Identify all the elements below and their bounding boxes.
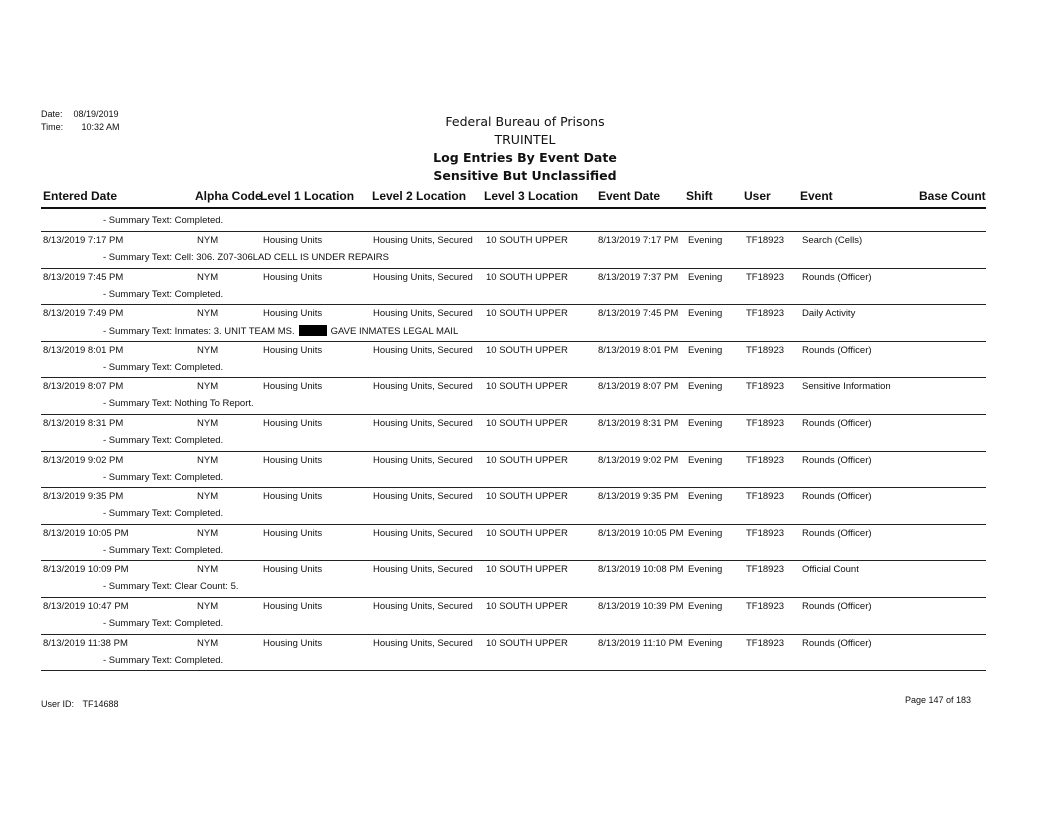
level-1-location-cell: Housing Units: [263, 271, 323, 283]
alpha-code-cell: NYM: [197, 271, 219, 283]
event-cell: Sensitive Information: [802, 381, 891, 393]
level-2-location-cell: Housing Units, Secured: [373, 527, 473, 539]
level-2-location-cell: Housing Units, Secured: [373, 308, 473, 320]
report-agency: Federal Bureau of Prisons: [445, 114, 605, 129]
report-time: [41, 121, 120, 134]
summary-text-body: - Summary Text: Completed.: [103, 544, 224, 556]
summary-text-body: - Summary Text: Inmates: 3. UNIT TEAM MS.: [103, 326, 295, 338]
level-1-location-cell: Housing Units: [263, 418, 323, 429]
row-divider: [41, 377, 986, 378]
header-alpha-code: Alpha Code: [195, 189, 262, 203]
event-cell: Rounds (Officer): [802, 271, 872, 283]
level-1-location-cell: Housing Units: [263, 381, 323, 393]
header-base-count: Base Count: [919, 189, 986, 203]
user-id-value: TF14688: [82, 699, 119, 709]
level-1-location-cell: Housing Units: [263, 601, 323, 612]
event-date-cell: 8/13/2019 8:01 PM: [598, 344, 679, 356]
entered-date-cell: 8/13/2019 8:01 PM: [43, 344, 124, 356]
level-2-location-cell: Housing Units, Secured: [373, 564, 473, 576]
level-3-location-cell: 10 SOUTH UPPER: [486, 271, 568, 283]
report-date: [41, 108, 119, 121]
summary-text-body: - Summary Text: Nothing To Report.: [103, 398, 254, 410]
event-date-cell: 8/13/2019 10:39 PM: [598, 601, 684, 612]
event-cell: Daily Activity: [802, 308, 856, 320]
summary-text-body: - Summary Text: Completed.: [103, 508, 224, 520]
row-divider: [41, 341, 986, 342]
level-2-location-cell: Housing Units, Secured: [373, 454, 473, 466]
summary-text: [103, 655, 223, 666]
header-level-1-location: Level 1 Location: [260, 189, 355, 203]
level-1-location-cell: Housing Units: [263, 637, 323, 649]
event-date-cell: 8/13/2019 9:02 PM: [598, 454, 679, 466]
event-date-cell: 8/13/2019 7:17 PM: [598, 235, 679, 246]
date-label: Date:: [41, 109, 63, 119]
summary-text: [103, 362, 223, 373]
level-2-location-cell: Housing Units, Secured: [373, 637, 473, 649]
entered-date-cell: 8/13/2019 7:49 PM: [43, 308, 124, 320]
row-divider: [41, 231, 986, 232]
shift-cell: Evening: [688, 381, 723, 393]
entered-date-cell: 8/13/2019 10:05 PM: [43, 527, 129, 539]
summary-text: [103, 508, 223, 519]
user-cell: TF18923: [746, 271, 785, 283]
level-2-location-cell: Housing Units, Secured: [373, 235, 473, 246]
row-divider: [41, 487, 986, 488]
shift-cell: Evening: [688, 637, 723, 649]
shift-cell: Evening: [688, 271, 723, 283]
level-3-location-cell: 10 SOUTH UPPER: [486, 564, 568, 576]
level-3-location-cell: 10 SOUTH UPPER: [486, 235, 568, 246]
event-cell: Rounds (Officer): [802, 637, 872, 649]
event-date-cell: 8/13/2019 7:45 PM: [598, 308, 679, 320]
event-cell: Rounds (Officer): [802, 527, 872, 539]
level-3-location-cell: 10 SOUTH UPPER: [486, 454, 568, 466]
level-2-location-cell: Housing Units, Secured: [373, 381, 473, 393]
header-level-2-location: Level 2 Location: [372, 189, 467, 203]
summary-text-body: - Summary Text: Completed.: [103, 435, 224, 446]
level-3-location-cell: 10 SOUTH UPPER: [486, 344, 568, 356]
alpha-code-cell: NYM: [197, 308, 219, 320]
summary-text: [103, 398, 254, 409]
summary-text-body: - Summary Text: Completed.: [103, 361, 224, 373]
report-classification: Sensitive But Unclassified: [433, 168, 617, 183]
alpha-code-cell: NYM: [197, 527, 219, 539]
event-date-cell: 8/13/2019 10:05 PM: [598, 527, 684, 539]
entered-date-cell: 8/13/2019 10:09 PM: [43, 564, 129, 576]
footer-user-id: [41, 699, 119, 709]
user-cell: TF18923: [746, 601, 785, 612]
time-label: Time:: [41, 122, 64, 132]
level-1-location-cell: Housing Units: [263, 308, 323, 320]
summary-text: - Summary Text: Completed.: [103, 215, 224, 226]
alpha-code-cell: NYM: [197, 601, 219, 612]
entered-date-cell: 8/13/2019 11:38 PM: [43, 637, 128, 649]
level-3-location-cell: 10 SOUTH UPPER: [486, 418, 568, 429]
level-2-location-cell: Housing Units, Secured: [373, 601, 473, 612]
summary-text: [103, 581, 239, 592]
event-date-cell: 8/13/2019 9:35 PM: [598, 491, 679, 503]
alpha-code-cell: NYM: [197, 564, 219, 576]
time-value: 10:32 AM: [81, 122, 120, 132]
level-1-location-cell: Housing Units: [263, 491, 323, 503]
summary-text-body: - Summary Text: Completed.: [103, 654, 224, 666]
level-1-location-cell: Housing Units: [263, 564, 323, 576]
entered-date-cell: 8/13/2019 8:31 PM: [43, 418, 124, 429]
level-3-location-cell: 10 SOUTH UPPER: [486, 381, 568, 393]
event-cell: Rounds (Officer): [802, 344, 872, 356]
level-3-location-cell: 10 SOUTH UPPER: [486, 308, 568, 320]
header-event: Event: [800, 189, 833, 203]
alpha-code-cell: NYM: [197, 637, 219, 649]
shift-cell: Evening: [688, 564, 723, 576]
entered-date-cell: 8/13/2019 10:47 PM: [43, 601, 129, 612]
level-2-location-cell: Housing Units, Secured: [373, 271, 473, 283]
level-2-location-cell: Housing Units, Secured: [373, 418, 473, 429]
alpha-code-cell: NYM: [197, 454, 219, 466]
shift-cell: Evening: [688, 491, 723, 503]
shift-cell: Evening: [688, 235, 723, 246]
event-date-cell: 8/13/2019 8:07 PM: [598, 381, 679, 393]
summary-text-body: - Summary Text: Clear Count: 5.: [103, 581, 239, 593]
event-cell: Rounds (Officer): [802, 454, 872, 466]
row-divider: [41, 670, 986, 671]
level-3-location-cell: 10 SOUTH UPPER: [486, 637, 568, 649]
summary-text: [103, 252, 389, 263]
redaction-block: [299, 325, 327, 336]
user-cell: TF18923: [746, 308, 785, 320]
entered-date-cell: 8/13/2019 9:35 PM: [43, 491, 124, 503]
level-1-location-cell: Housing Units: [263, 527, 323, 539]
alpha-code-cell: NYM: [197, 344, 219, 356]
user-cell: TF18923: [746, 564, 785, 576]
user-cell: TF18923: [746, 527, 785, 539]
row-divider: [41, 268, 986, 269]
event-date-cell: 8/13/2019 11:10 PM: [598, 637, 683, 649]
event-cell: Rounds (Officer): [802, 418, 872, 429]
event-cell: Rounds (Officer): [802, 601, 872, 612]
shift-cell: Evening: [688, 454, 723, 466]
shift-cell: Evening: [688, 418, 723, 429]
event-cell: Search (Cells): [802, 235, 863, 246]
report-system: TRUINTEL: [494, 132, 556, 147]
row-divider: [41, 634, 986, 635]
row-divider: [41, 414, 986, 415]
alpha-code-cell: NYM: [197, 235, 219, 246]
user-cell: TF18923: [746, 381, 785, 393]
row-divider: [41, 451, 986, 452]
shift-cell: Evening: [688, 527, 723, 539]
summary-text: [103, 618, 223, 629]
level-2-location-cell: Housing Units, Secured: [373, 491, 473, 503]
user-cell: TF18923: [746, 637, 785, 649]
summary-text: [103, 289, 223, 300]
user-cell: TF18923: [746, 235, 785, 246]
user-id-label: User ID:: [41, 699, 75, 709]
summary-text-body: - Summary Text: Completed.: [103, 618, 224, 629]
entered-date-cell: 8/13/2019 8:07 PM: [43, 381, 124, 393]
date-value: 08/19/2019: [73, 109, 119, 119]
header-shift: Shift: [686, 189, 713, 203]
summary-text: [103, 435, 223, 446]
user-cell: TF18923: [746, 454, 785, 466]
level-1-location-cell: Housing Units: [263, 235, 323, 246]
shift-cell: Evening: [688, 308, 723, 320]
row-divider: [41, 304, 986, 305]
level-3-location-cell: 10 SOUTH UPPER: [486, 527, 568, 539]
summary-text-body: - Summary Text: Completed.: [103, 288, 224, 300]
summary-text: [103, 545, 223, 556]
header-entered-date: Entered Date: [43, 189, 118, 203]
event-date-cell: 8/13/2019 7:37 PM: [598, 271, 679, 283]
alpha-code-cell: NYM: [197, 381, 219, 393]
event-date-cell: 8/13/2019 8:31 PM: [598, 418, 679, 429]
shift-cell: Evening: [688, 601, 723, 612]
event-cell: Official Count: [802, 564, 859, 576]
summary-text: [103, 472, 223, 483]
report-title-block: [360, 113, 690, 185]
level-1-location-cell: Housing Units: [263, 454, 323, 466]
event-cell: Rounds (Officer): [802, 491, 872, 503]
report-title: Log Entries By Event Date: [433, 150, 617, 165]
user-cell: TF18923: [746, 344, 785, 356]
page-number: Page 147 of 183: [905, 695, 972, 705]
summary-text-body: - Summary Text: Cell: 306. Z07-306LAD CELL IS UNDER REPAIRS: [103, 252, 389, 263]
header-level-3-location: Level 3 Location: [484, 189, 579, 203]
entered-date-cell: 8/13/2019 7:45 PM: [43, 271, 124, 283]
row-divider: [41, 524, 986, 525]
shift-cell: Evening: [688, 344, 723, 356]
header-event-date: Event Date: [598, 189, 661, 203]
level-1-location-cell: Housing Units: [263, 344, 323, 356]
alpha-code-cell: NYM: [197, 418, 219, 429]
summary-text-body: - Summary Text: Completed.: [103, 471, 224, 483]
entered-date-cell: 8/13/2019 9:02 PM: [43, 454, 124, 466]
event-date-cell: 8/13/2019 10:08 PM: [598, 564, 684, 576]
summary-text-tail: GAVE INMATES LEGAL MAIL: [330, 326, 459, 338]
header-user: User: [744, 189, 771, 203]
user-cell: TF18923: [746, 491, 785, 503]
user-cell: TF18923: [746, 418, 785, 429]
level-3-location-cell: 10 SOUTH UPPER: [486, 601, 568, 612]
alpha-code-cell: NYM: [197, 491, 219, 503]
level-2-location-cell: Housing Units, Secured: [373, 344, 473, 356]
row-divider: [41, 597, 986, 598]
row-divider: [41, 560, 986, 561]
entered-date-cell: 8/13/2019 7:17 PM: [43, 235, 124, 246]
header-rule: [41, 207, 986, 209]
summary-text: [103, 325, 458, 337]
level-3-location-cell: 10 SOUTH UPPER: [486, 491, 568, 503]
